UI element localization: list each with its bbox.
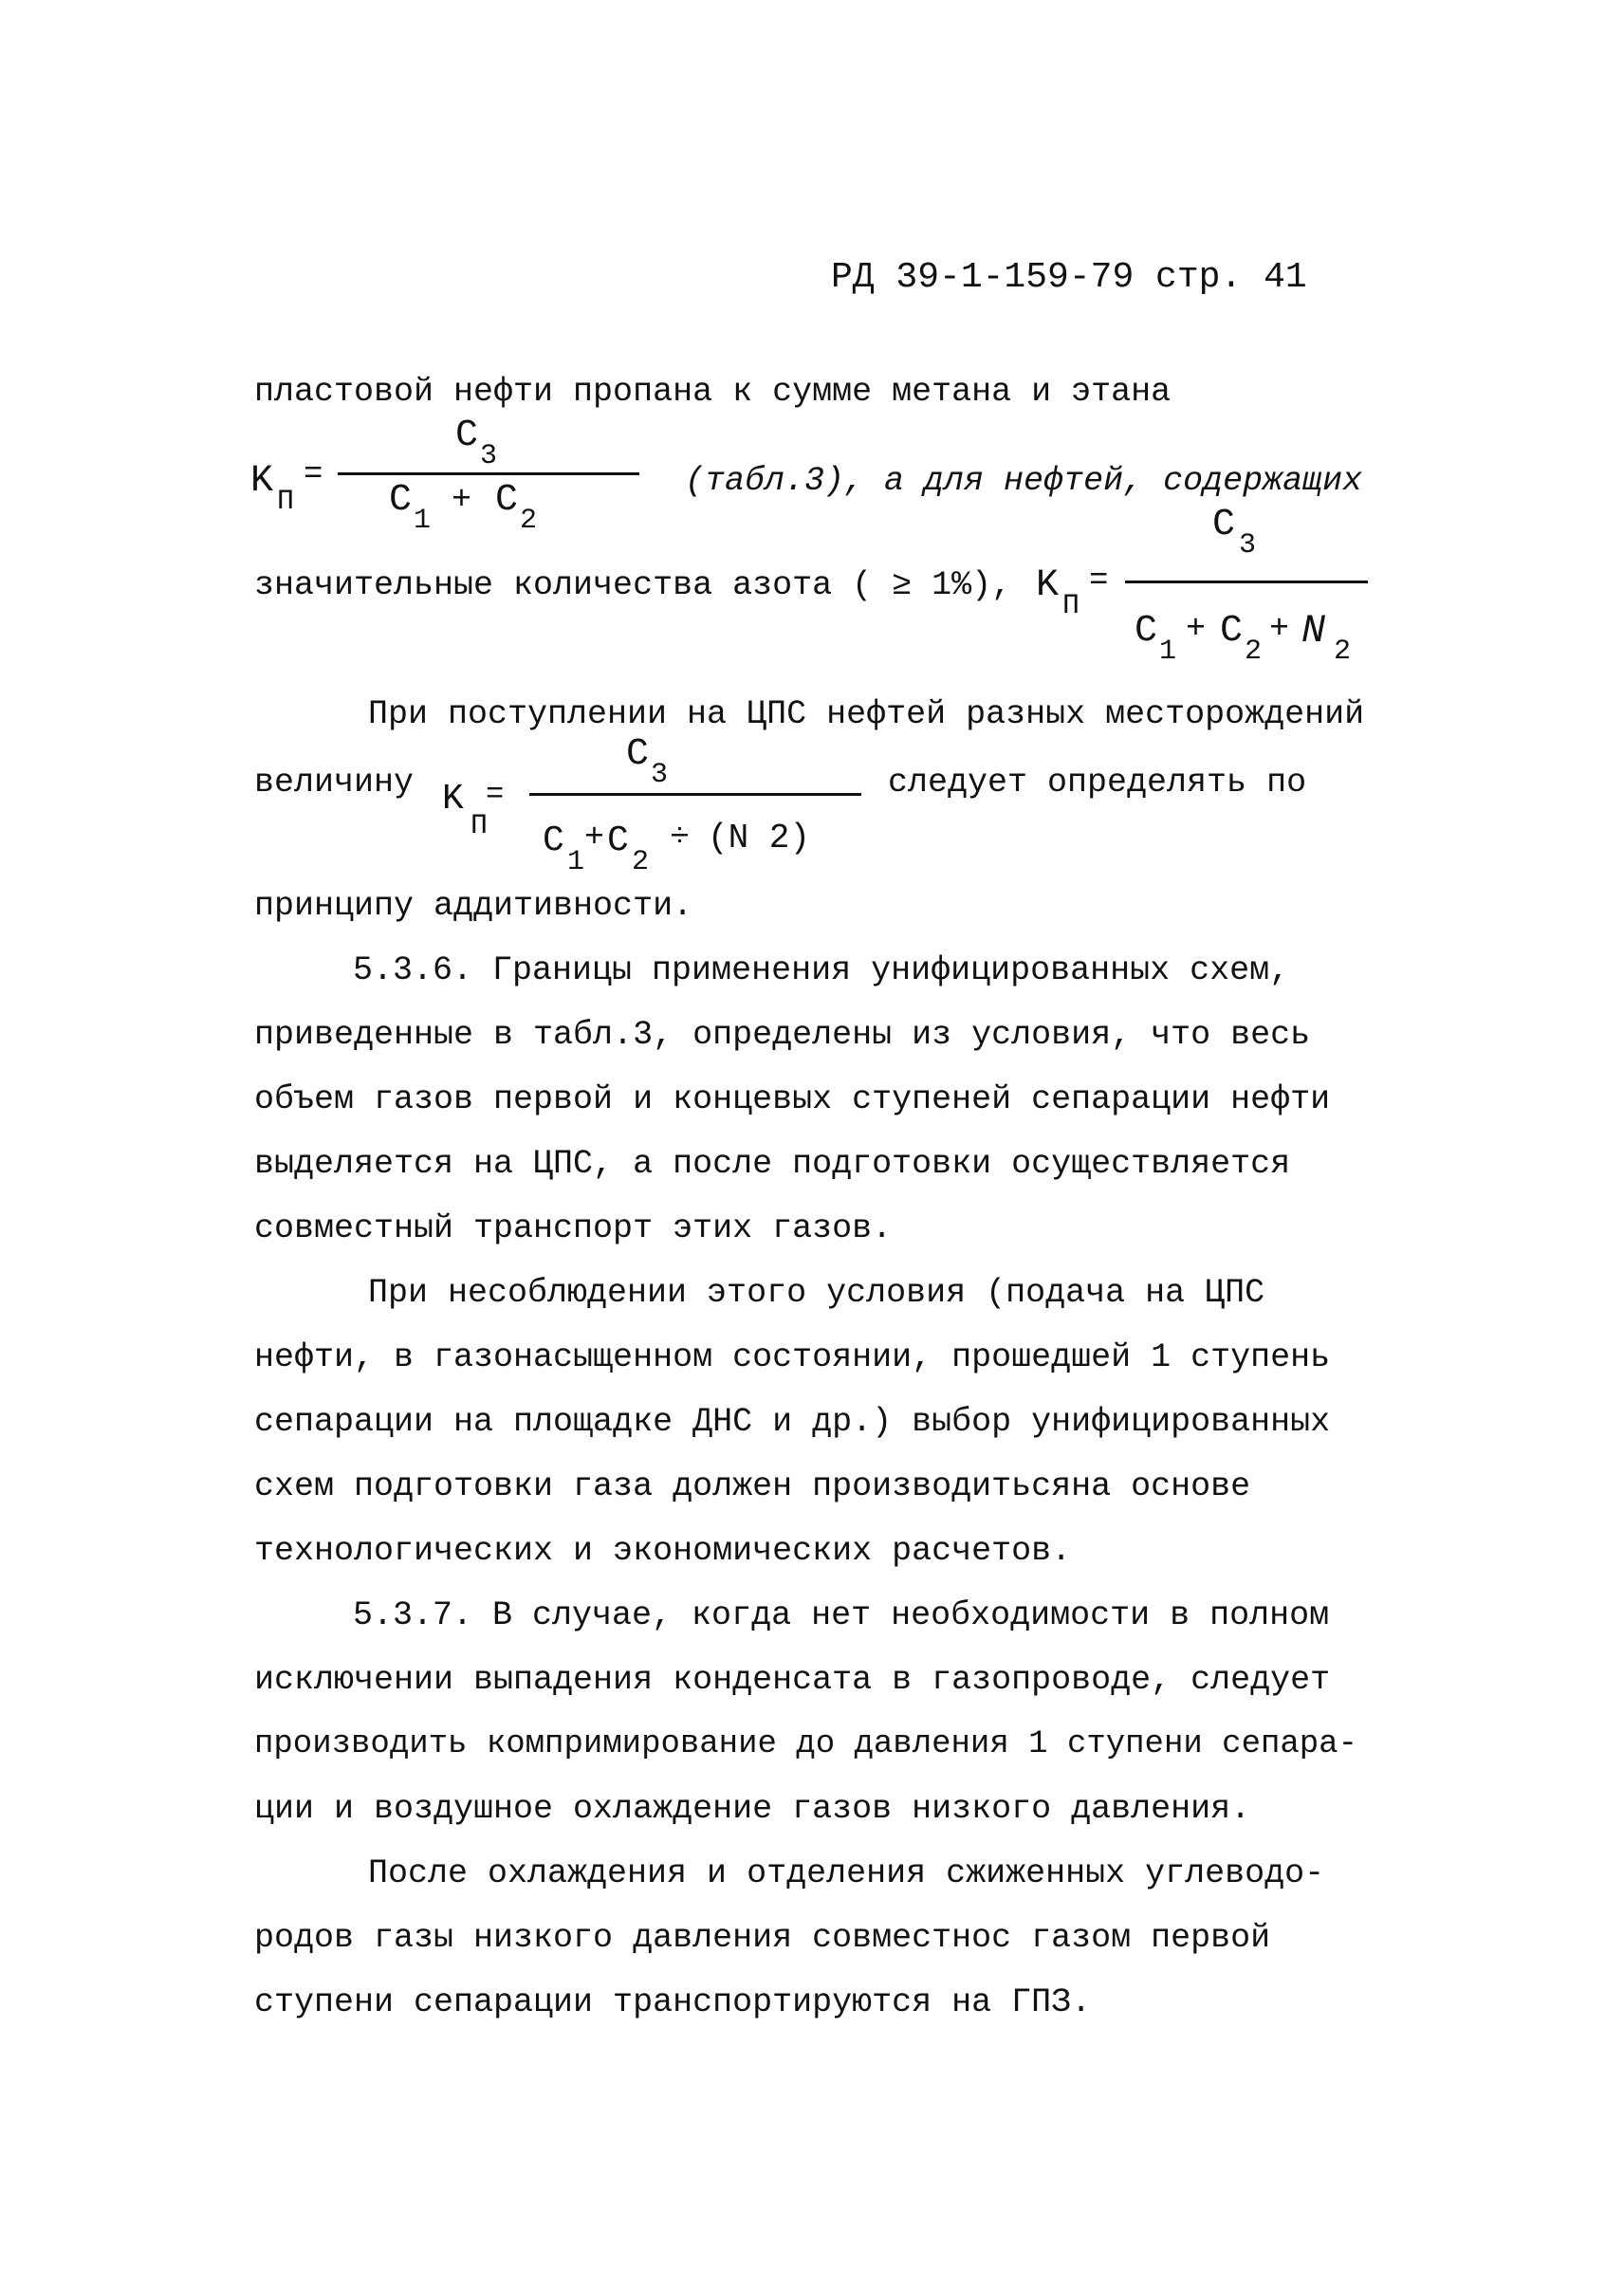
para-violation-line: схем подготовки газа должен производитьсяна основе <box>254 1467 1251 1505</box>
para-violation-line: При несоблюдении этого условия (подача на ЦПС <box>368 1274 1265 1312</box>
section-537-line: ции и воздушное охлаждение газов низкого давления. <box>254 1790 1251 1828</box>
formula3-k: K <box>442 779 464 820</box>
formula2-den-plus-1: + <box>1186 610 1207 648</box>
formula1-k-sub: П <box>277 486 295 518</box>
formula1-fraction-bar <box>338 472 639 475</box>
formula2-den-n: N <box>1301 608 1326 654</box>
formula2-k: K <box>1036 564 1060 607</box>
formula1-den-c2: C <box>495 479 519 522</box>
para-mixed-trail: следует определять по <box>888 764 1307 802</box>
formula2-eq: = <box>1089 563 1109 599</box>
formula1-num: C <box>455 415 479 457</box>
formula3-den-c1-sub: 1 <box>567 846 585 878</box>
para-violation-line: технологических и экономических расчетов. <box>254 1532 1072 1570</box>
section-536-line: объем газов первой и концевых ступеней сепарации нефти <box>254 1080 1331 1118</box>
section-536-line: приведенные в табл.3, определены из условия, что весь <box>254 1016 1311 1054</box>
para-mixed-lead: величину <box>254 764 415 802</box>
formula2-den-c1: C <box>1135 610 1158 653</box>
section-537-line: исключении выпадения конденсата в газопроводе, следует <box>254 1661 1331 1699</box>
formula3-den-c1: C <box>543 820 564 861</box>
formula2-num: C <box>1212 504 1236 546</box>
para-violation-line: нефти, в газонасыщенном состоянии, прошедшей 1 ступень <box>254 1338 1331 1376</box>
section-537-line: производить компримирование до давления 1 ступени сепара- <box>254 1726 1357 1762</box>
formula1-k: K <box>250 460 274 503</box>
formula1-den-c1: C <box>389 479 413 522</box>
formula2-den-n-sub: 2 <box>1334 636 1352 668</box>
formula1-eq: = <box>304 457 323 493</box>
page-header: РД 39-1-159-79 стр. 41 <box>831 257 1307 298</box>
formula3-num: C <box>626 733 650 776</box>
formula3-den-plus: + <box>584 819 605 857</box>
formula1-den-c1-sub: 1 <box>414 505 432 537</box>
formula3-k-sub: П <box>471 810 489 842</box>
section-537-line: 5.3.7. В случае, когда нет необходимости в полном <box>353 1596 1330 1634</box>
formula3-eq: = <box>486 777 505 812</box>
para-after-cooling-line: После охлаждения и отделения сжиженных углеводо- <box>368 1854 1325 1892</box>
formula3-den-n: (N 2) <box>708 819 811 857</box>
formula2-den-c2: C <box>1220 610 1244 653</box>
para-mixed-line-1: При поступлении на ЦПС нефтей разных месторождений <box>368 695 1365 733</box>
formula3-den-c2: C <box>607 820 629 861</box>
para-after-cooling-line: родов газы низкого давления совместнос газом первой <box>254 1919 1271 1957</box>
formula3-den-div: ÷ <box>670 819 691 857</box>
para-violation-line: сепарации на площадке ДНС и др.) выбор унифицированных <box>254 1403 1331 1441</box>
formula2-fraction-bar <box>1125 581 1368 583</box>
section-536-line: совместный транспорт этих газов. <box>254 1209 893 1247</box>
formula2-den-c2-sub: 2 <box>1245 636 1263 668</box>
formula1-den-plus: + <box>452 481 472 519</box>
formula1-num-sub: 3 <box>480 440 498 472</box>
formula3-den-c2-sub: 2 <box>632 846 650 878</box>
formula2-den-c1-sub: 1 <box>1159 636 1177 668</box>
para-after-cooling-line: ступени сепарации транспортируются на ГПЗ. <box>254 1983 1092 2021</box>
formula1-den-c2-sub: 2 <box>520 505 538 537</box>
formula3-num-sub: 3 <box>651 759 669 791</box>
section-536-line: 5.3.6. Границы применения унифицированных схем, <box>353 951 1290 989</box>
intro-after-formula-1: (табл.3), а для нефтей, содержащих <box>685 462 1363 500</box>
formula2-den-plus-2: + <box>1269 610 1290 648</box>
formula2-k-sub: П <box>1062 590 1080 622</box>
para-mixed-line-3: принципу аддитивности. <box>254 887 693 925</box>
formula2-num-sub: 3 <box>1239 529 1257 562</box>
intro-line-1: пластовой нефти пропана к сумме метана и этана <box>254 373 1172 411</box>
formula3-fraction-bar <box>529 793 861 796</box>
intro-line-3: значительные количества азота ( ≥ 1%), <box>254 566 1012 604</box>
section-536-line: выделяется на ЦПС, а после подготовки осуществляется <box>254 1145 1291 1183</box>
